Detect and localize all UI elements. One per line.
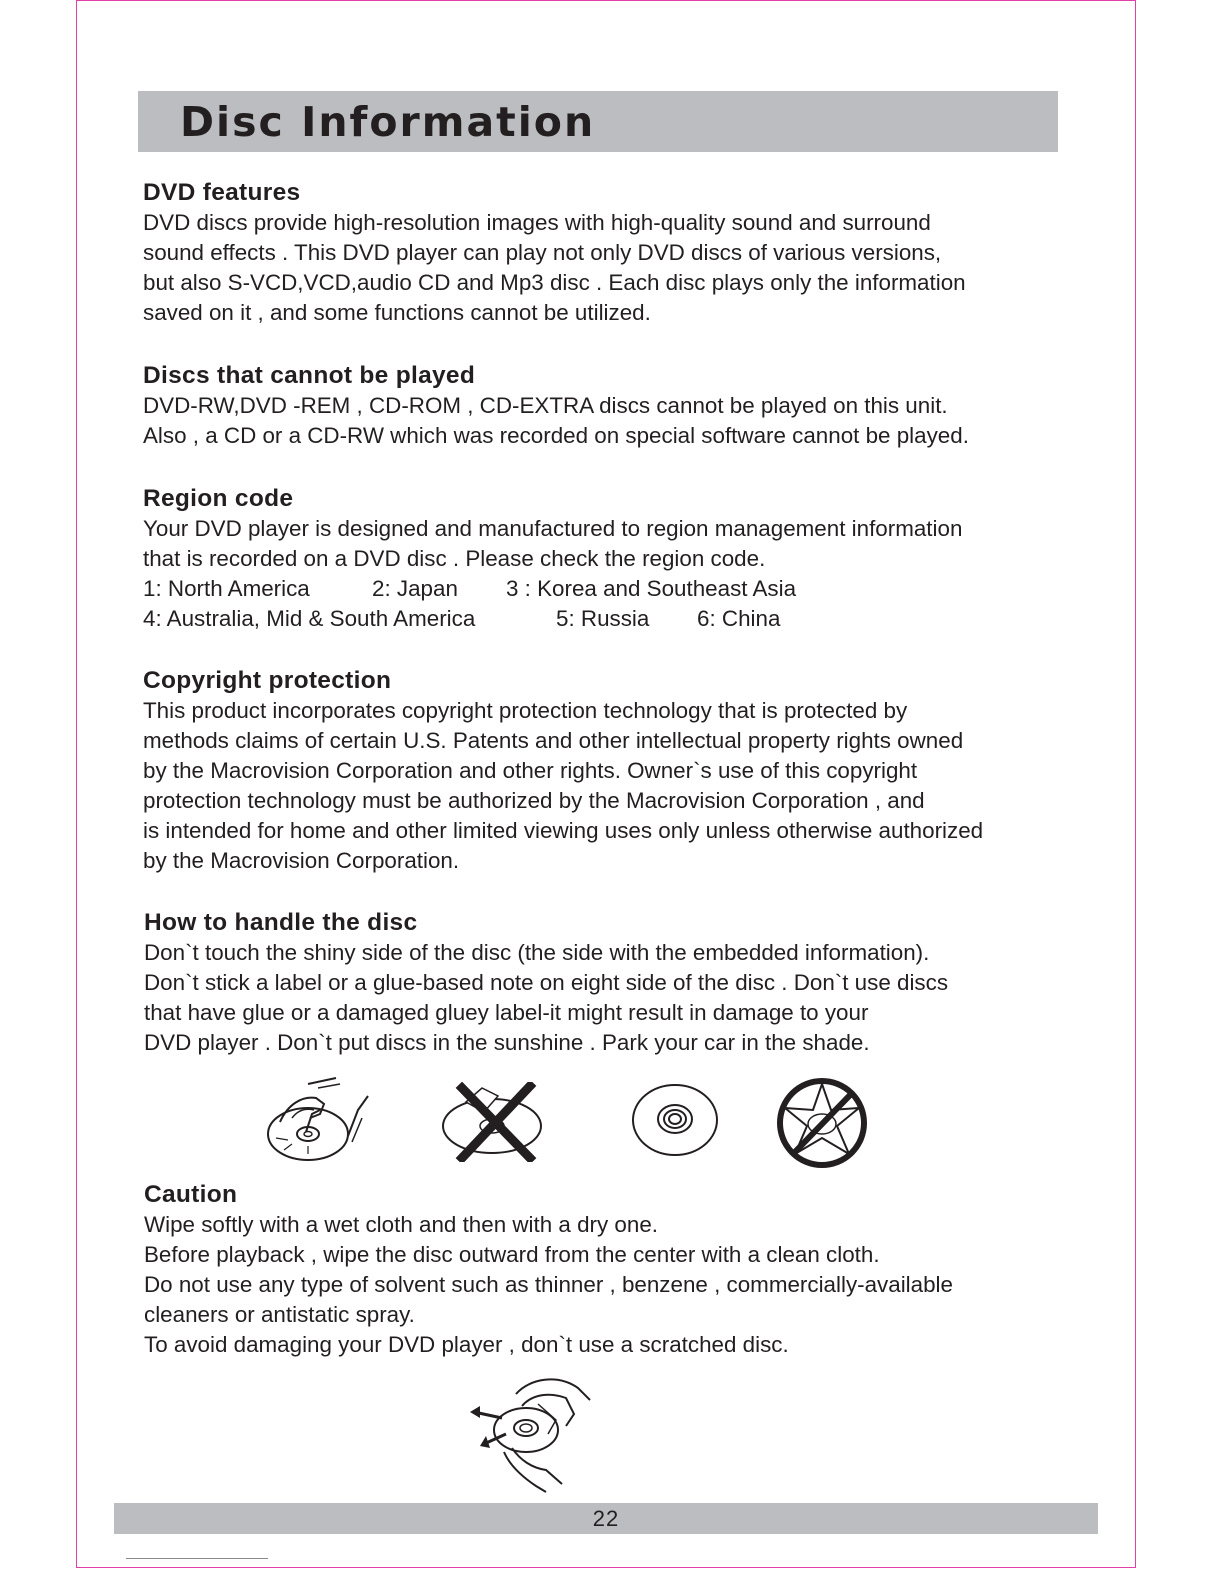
region-row (143, 604, 1093, 634)
region-item: 4: Australia, Mid & South America (143, 606, 476, 631)
disc-hold-edges-icon (262, 1074, 374, 1166)
section-heading: Copyright protection (143, 667, 392, 694)
body-line: Also , a CD or a CD-RW which was recorded on special software cannot be played. (143, 423, 969, 448)
no-sunlight-icon (775, 1076, 869, 1170)
page-frame-right (1135, 0, 1136, 1568)
region-item: 6: China (697, 606, 781, 631)
body-line: by the Macrovision Corporation and other rights. Owner`s use of this copyright (143, 758, 918, 783)
section-unplayable-discs (143, 361, 1093, 451)
section-dvd-features (143, 178, 1093, 328)
body-line: Do not use any type of solvent such as thinner , benzene , commercially-available (144, 1272, 953, 1297)
region-item: 1: North America (143, 576, 310, 601)
region-item: 3 : Korea and Southeast Asia (506, 576, 797, 601)
body-line: This product incorporates copyright protection technology that is protected by (143, 698, 908, 723)
wipe-disc-hand-icon (466, 1374, 594, 1494)
body-line: that is recorded on a DVD disc . Please check the region code. (143, 546, 766, 571)
title-bar (138, 91, 1058, 152)
section-heading: DVD features (143, 179, 301, 206)
section-heading: Caution (144, 1181, 238, 1208)
footer-rule (126, 1558, 268, 1559)
body-line: DVD player . Don`t put discs in the sunshine . Park your car in the shade. (144, 1030, 870, 1055)
body-line: DVD-RW,DVD -REM , CD-ROM , CD-EXTRA discs cannot be played on this unit. (143, 393, 948, 418)
clean-disc-icon (630, 1082, 720, 1158)
body-line: DVD discs provide high-resolution images with high-quality sound and surround (143, 210, 931, 235)
section-handling (144, 908, 1094, 1058)
section-region-code (143, 484, 1093, 634)
body-line: methods claims of certain U.S. Patents and other intellectual property rights owned (143, 728, 964, 753)
section-copyright (143, 666, 1093, 876)
region-row (143, 574, 1093, 604)
section-heading: Discs that cannot be played (143, 362, 476, 389)
body-line: Before playback , wipe the disc outward from the center with a clean cloth. (144, 1242, 880, 1267)
body-line: Don`t touch the shiny side of the disc (the side with the embedded information). (144, 940, 930, 965)
body-line: cleaners or antistatic spray. (144, 1302, 415, 1327)
region-item: 5: Russia (556, 606, 650, 631)
no-label-disc-icon (440, 1082, 544, 1162)
section-heading: How to handle the disc (144, 909, 418, 936)
region-item: 2: Japan (372, 576, 458, 601)
page-number: 22 (592, 1506, 620, 1531)
page-frame-bottom (76, 1567, 1136, 1568)
body-line: saved on it , and some functions cannot be utilized. (143, 300, 651, 325)
footer-bar (114, 1503, 1098, 1534)
body-line: by the Macrovision Corporation. (143, 848, 460, 873)
body-line: protection technology must be authorized by the Macrovision Corporation , and (143, 788, 925, 813)
section-heading: Region code (143, 485, 294, 512)
body-line: Your DVD player is designed and manufactured to region management information (143, 516, 963, 541)
section-caution (144, 1180, 1094, 1360)
body-line: Don`t stick a label or a glue-based note on eight side of the disc . Don`t use discs (144, 970, 949, 995)
body-line: but also S-VCD,VCD,audio CD and Mp3 disc . Each disc plays only the information (143, 270, 966, 295)
page-frame-left (76, 0, 77, 1568)
body-line: To avoid damaging your DVD player , don`t use a scratched disc. (144, 1332, 789, 1357)
body-line: is intended for home and other limited viewing uses only unless otherwise authorized (143, 818, 984, 843)
body-line: Wipe softly with a wet cloth and then with a dry one. (144, 1212, 659, 1237)
page-title: Disc Information (180, 98, 596, 146)
page-frame-top (76, 0, 1136, 1)
body-line: that have glue or a damaged gluey label-it might result in damage to your (144, 1000, 869, 1025)
body-line: sound effects . This DVD player can play not only DVD discs of various versions, (143, 240, 942, 265)
